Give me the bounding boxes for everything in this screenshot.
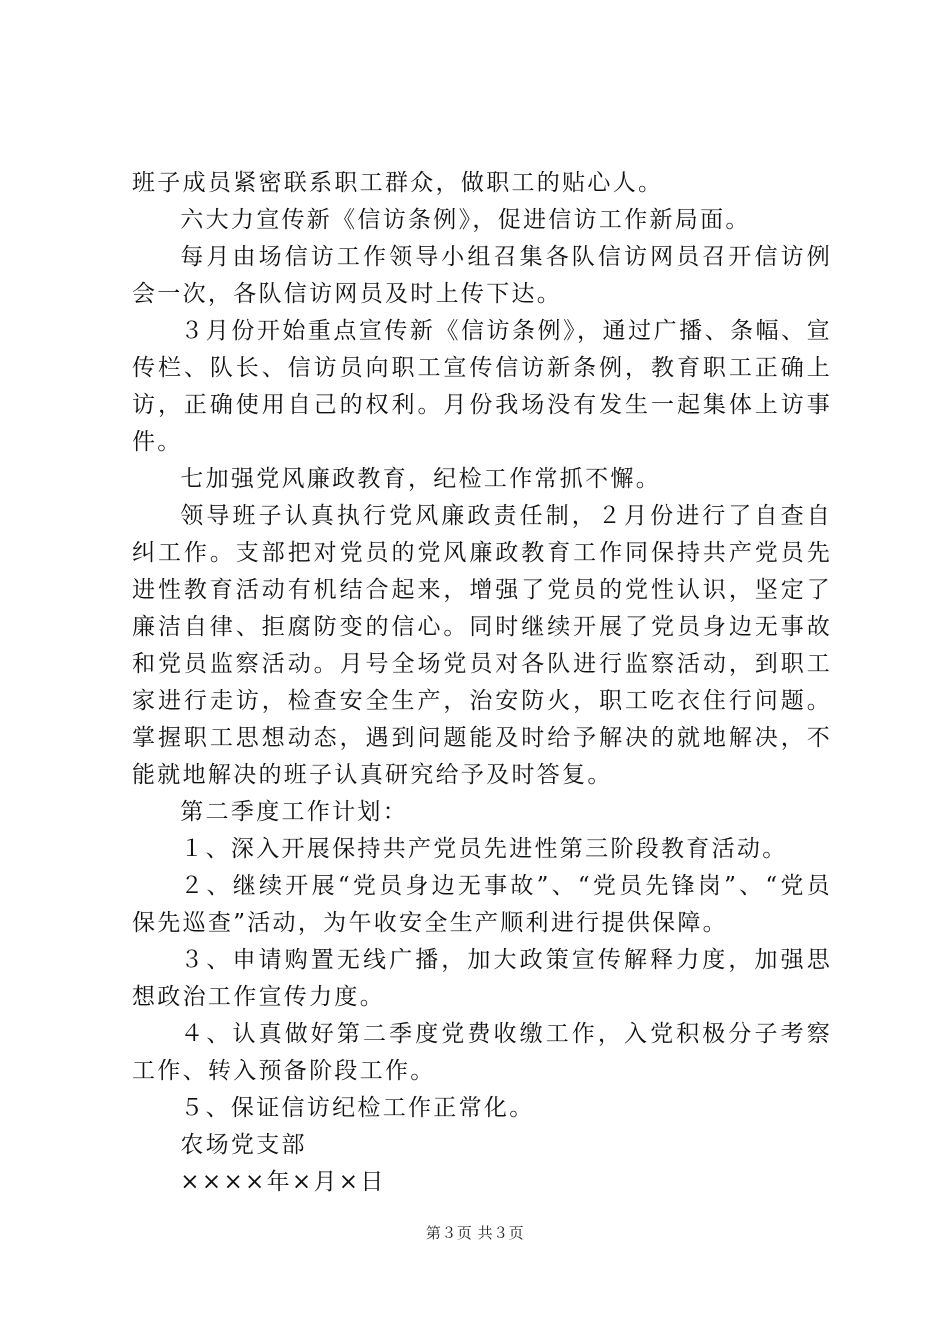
paragraph-11: ４、认真做好第二季度党费收缴工作，入党积极分子考察工作、转入预备阶段工作。 xyxy=(132,1021,832,1084)
paragraph-5: 七加强党风廉政教育，纪检工作常抓不懈。 xyxy=(180,466,661,492)
paragraph-9: ２、继续开展“党员身边无事故”、“党员先锋岗”、“党员保先巡查”活动，为午收安全生产顺利进行提供保障。 xyxy=(132,873,832,936)
paragraph-2: 六大力宣传新《信访条例》，促进信访工作新局面。 xyxy=(180,207,751,233)
signature-date: ××××年×月×日 xyxy=(180,1169,386,1195)
paragraph-3: 每月由场信访工作领导小组召集各队信访网员召开信访例会一次，各队信访网员及时上传下达。 xyxy=(132,244,832,307)
signature-organization: 农场党支部 xyxy=(180,1132,307,1158)
paragraph-1: 班子成员紧密联系职工群众，做职工的贴心人。 xyxy=(132,170,664,196)
paragraph-8: １、深入开展保持共产党员先进性第三阶段教育活动。 xyxy=(180,836,788,862)
paragraph-6: 领导班子认真执行党风廉政责任制，２月份进行了自查自纠工作。支部把对党员的党风廉政教育工作同保持共产党员先进性教育活动有机结合起来，增强了党员的党性认识，坚定了廉洁自律、拒腐防变的信心。同时继续开展了党员身边无事故和党员监察活动。月号全场党员对各队进行监察活动，到职工家进行走访，检查安全生产，治安防火，职工吃衣住行问题。掌握职工思想动态，遇到问题能及时给予解决的就地解决，不能就地解决的班子认真研究给予及时答复。 xyxy=(132,503,832,788)
page-footer: 第３页 共３页 xyxy=(425,1224,525,1242)
paragraph-10: ３、申请购置无线广播，加大政策宣传解释力度，加强思想政治工作宣传力度。 xyxy=(132,947,832,1010)
paragraph-4: ３月份开始重点宣传新《信访条例》，通过广播、条幅、宣传栏、队长、信访员向职工宣传信访新条例，教育职工正确上访，正确使用自己的权利。月份我场没有发生一起集体上访事件。 xyxy=(132,318,832,455)
document-body xyxy=(132,165,832,1201)
paragraph-12: ５、保证信访纪检工作正常化。 xyxy=(180,1095,535,1121)
paragraph-7: 第二季度工作计划： xyxy=(180,799,408,825)
